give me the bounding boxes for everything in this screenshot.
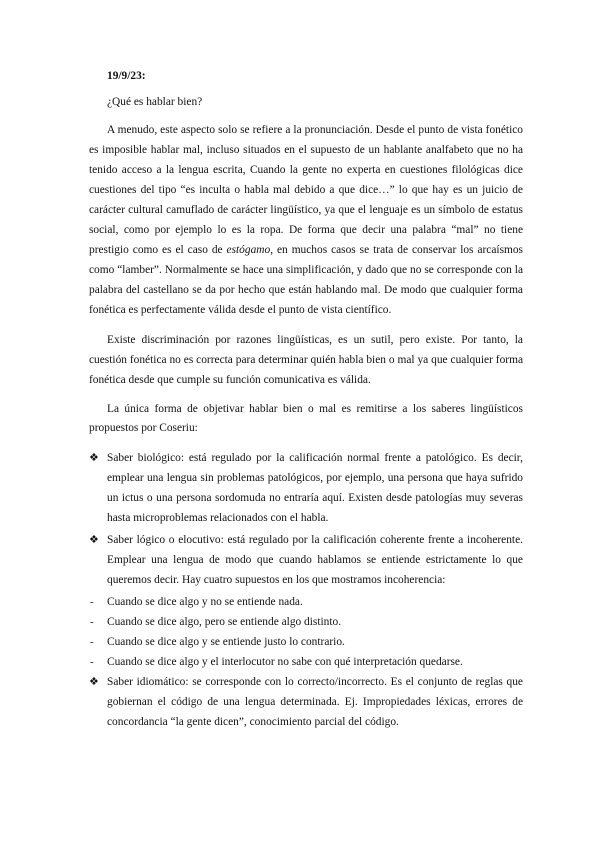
sub-list-item-text: Cuando se dice algo, pero se entiende algo distinto. <box>107 616 342 628</box>
dash-marker: - <box>90 656 94 668</box>
bullet-diamond-icon: ❖ <box>89 676 99 688</box>
sub-list-item-text: Cuando se dice algo y se entiende justo lo contrario. <box>107 636 345 648</box>
bullet-diamond-icon: ❖ <box>89 534 99 546</box>
sub-list-item-text: Cuando se dice algo y el interlocutor no sabe con qué interpretación quedarse. <box>107 656 463 668</box>
dash-marker: - <box>90 636 94 648</box>
list-item-text: Saber biológico: está regulado por la calificación normal frente a patológico. Es decir, emplear una lengua sin problemas patológicos, por ejemplo, una persona que haya sufrido un ictus o una persona sordomuda no entraría aquí. Existen desde patologías muy severas hasta microproblemas relacionados con el habla. <box>107 452 523 524</box>
dash-marker: - <box>90 616 94 628</box>
dash-marker: - <box>90 596 94 608</box>
section-question: ¿Qué es hablar bien? <box>107 96 203 108</box>
entry-date: 19/9/23: <box>107 70 146 82</box>
paragraph-discrimination: Existe discriminación por razones lingüísticas, es un sutil, pero existe. Por tanto, la cuestión fonética no es correcta para determinar quién habla bien o mal ya que cualquier forma fonética desde que cumple su función comunicativa es válida. <box>89 334 523 386</box>
sub-list-item-text: Cuando se dice algo y no se entiende nada. <box>107 596 303 608</box>
saberes-list <box>89 448 523 732</box>
list-item <box>89 672 523 732</box>
paragraph-coseriu: La única forma de objetivar hablar bien o mal es remitirse a los saberes lingüísticos propuestos por Coseriu: <box>89 403 523 434</box>
sub-list-item <box>89 632 523 652</box>
list-item-text: Saber lógico o elocutivo: está regulado por la calificación coherente frente a incoherente. Emplear una lengua de modo que cuando hablamos se entiende estrictamente lo que queremos decir. Hay cuatro supuestos en los que mostramos incoherencia: <box>107 534 523 586</box>
paragraph-text: , en muchos casos se trata de conservar los arcaísmos como “lamber”. Normalmente se hace una simplificación, y dado que no se corresponde con la palabra del castellano se da por hecho que están hablando mal. De modo que cualquier forma fonética es perfectamente válida desde el punto de vista científico. <box>89 244 523 316</box>
bullet-diamond-icon: ❖ <box>89 452 99 464</box>
sub-list-item <box>89 592 523 612</box>
list-item-text: Saber idiomático: se corresponde con lo correcto/incorrecto. Es el conjunto de reglas que gobiernan el código de una lengua determinada. Ej. Impropiedades léxicas, errores de concordancia “la gente dicen”, conocimiento parcial del código. <box>107 676 523 728</box>
sub-list-item <box>89 652 523 672</box>
list-item <box>89 530 523 590</box>
example-word: estógamo <box>226 244 271 256</box>
document-page <box>89 66 523 734</box>
sub-list-item <box>89 612 523 632</box>
paragraph-text: A menudo, este aspecto solo se refiere a la pronunciación. Desde el punto de vista fonético es imposible hablar mal, incluso situados en el supuesto de un hablante analfabeto que no ha tenido acceso a la lengua escrita, Cuando la gente no experta en cuestiones filológicas dice cuestiones del tipo “es inculta o habla mal debido a que dice…” lo que hay es un juicio de carácter cultural camuflado de carácter lingüístico, ya que el lenguaje es un símbolo de estatus social, como por ejemplo lo es la ropa. De forma que decir una palabra “mal” no tiene prestigio como es el caso de <box>89 124 523 256</box>
paragraph-pronunciation <box>89 120 523 320</box>
list-item <box>89 448 523 528</box>
